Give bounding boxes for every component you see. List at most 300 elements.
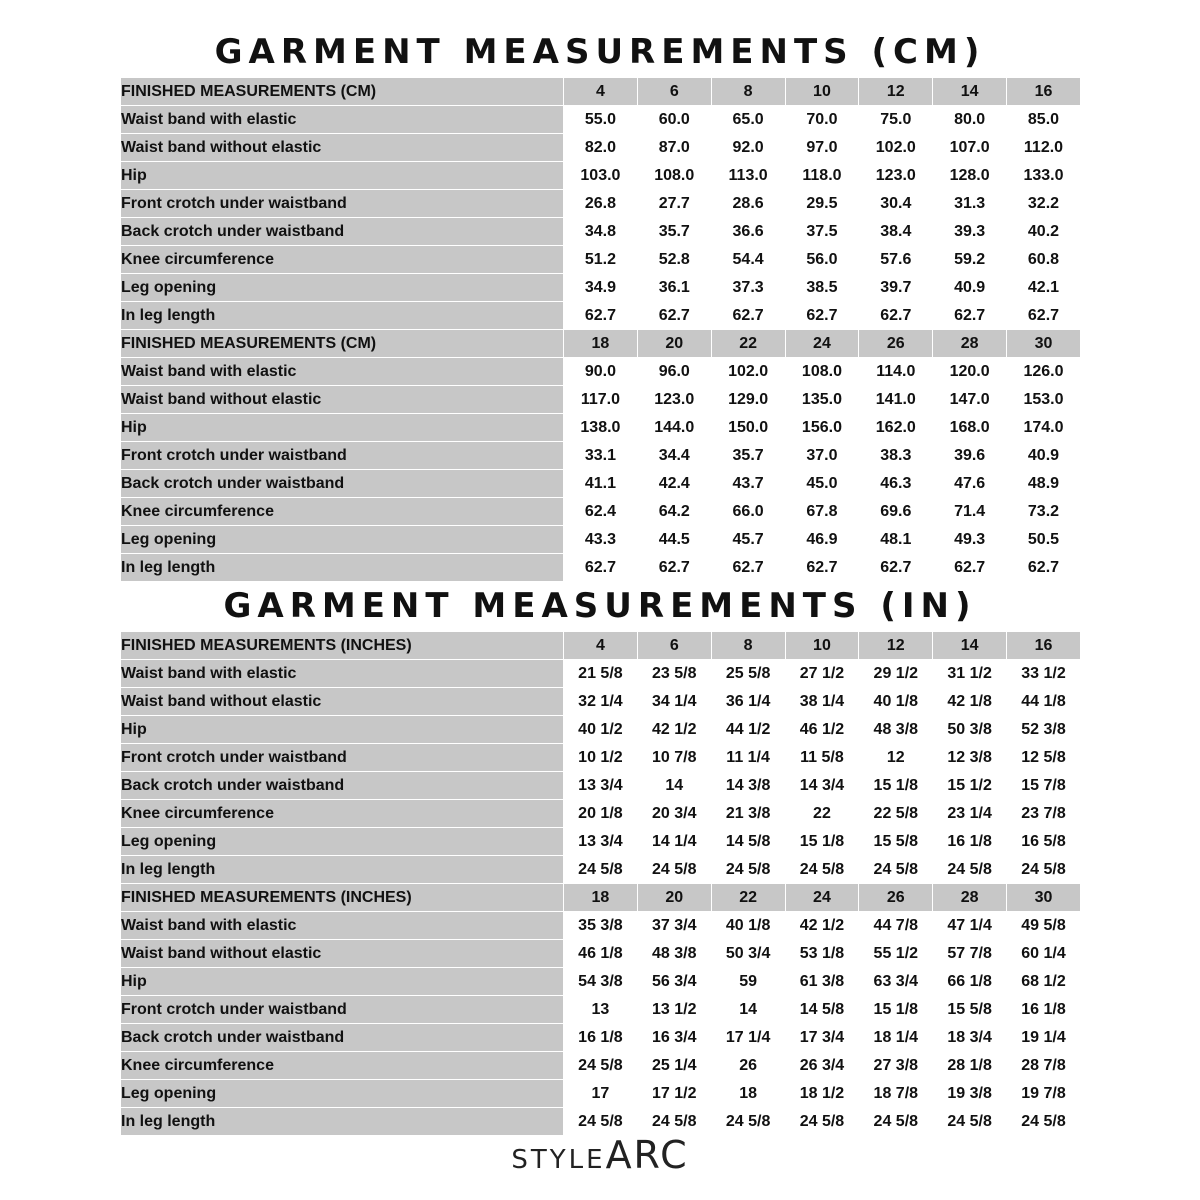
table-row (121, 1052, 1081, 1080)
table-row (121, 660, 1081, 688)
table-cell: 37.0 (785, 442, 859, 470)
table-cell: 33.1 (564, 442, 638, 470)
table-cell: 35 3/8 (564, 912, 638, 940)
table-cell: 24 5/8 (564, 1052, 638, 1080)
size-header: 26 (859, 330, 933, 358)
table-cell: 53 1/8 (785, 940, 859, 968)
table-row (121, 800, 1081, 828)
measurements-table-cm (120, 77, 1081, 582)
table-cell: 59 (711, 968, 785, 996)
table-cell: 45.0 (785, 470, 859, 498)
table-cell: 70.0 (785, 106, 859, 134)
table-cell: 102.0 (859, 134, 933, 162)
table-cell: 32.2 (1007, 190, 1081, 218)
size-header: 30 (1007, 330, 1081, 358)
table-cell: 19 7/8 (1007, 1080, 1081, 1108)
table-row (121, 828, 1081, 856)
table-cell: 29 1/2 (859, 660, 933, 688)
table-cell: 14 3/4 (785, 772, 859, 800)
size-header: 12 (859, 78, 933, 106)
header-label: FINISHED MEASUREMENTS (CM) (121, 330, 564, 358)
table-cell: 18 1/4 (859, 1024, 933, 1052)
table-cell: 57 7/8 (933, 940, 1007, 968)
row-label: Front crotch under waistband (121, 442, 564, 470)
table-cell: 40 1/2 (564, 716, 638, 744)
table-cell: 56.0 (785, 246, 859, 274)
table-cell: 47 1/4 (933, 912, 1007, 940)
table-cell: 80.0 (933, 106, 1007, 134)
table-cell: 156.0 (785, 414, 859, 442)
table-cell: 54 3/8 (564, 968, 638, 996)
table-cell: 16 1/8 (564, 1024, 638, 1052)
table-row (121, 554, 1081, 582)
table-cell: 28 7/8 (1007, 1052, 1081, 1080)
size-header: 14 (933, 78, 1007, 106)
table-cell: 69.6 (859, 498, 933, 526)
table-cell: 56 3/4 (637, 968, 711, 996)
table-cell: 23 5/8 (637, 660, 711, 688)
table-cell: 138.0 (564, 414, 638, 442)
table-cell: 144.0 (637, 414, 711, 442)
table-cell: 24 5/8 (711, 856, 785, 884)
table-cell: 38.3 (859, 442, 933, 470)
size-header: 12 (859, 632, 933, 660)
size-header: 24 (785, 884, 859, 912)
table-cell: 24 5/8 (1007, 1108, 1081, 1136)
row-label: Hip (121, 414, 564, 442)
row-label: Waist band with elastic (121, 106, 564, 134)
row-label: In leg length (121, 554, 564, 582)
table-cell: 18 1/2 (785, 1080, 859, 1108)
table-cell: 24 5/8 (933, 1108, 1007, 1136)
brand-logo-style: STYLE (511, 1145, 606, 1175)
table-cell: 62.7 (1007, 302, 1081, 330)
table-cell: 66 1/8 (933, 968, 1007, 996)
table-cell: 12 (859, 744, 933, 772)
table-row (121, 526, 1081, 554)
table-cell: 150.0 (711, 414, 785, 442)
table-row (121, 912, 1081, 940)
table-cell: 15 5/8 (933, 996, 1007, 1024)
table-cell: 55.0 (564, 106, 638, 134)
table-cell: 17 3/4 (785, 1024, 859, 1052)
table-cell: 44 1/2 (711, 716, 785, 744)
row-label: In leg length (121, 1108, 564, 1136)
table-row (121, 1080, 1081, 1108)
table-cell: 40.2 (1007, 218, 1081, 246)
table-cell: 54.4 (711, 246, 785, 274)
table-cell: 108.0 (785, 358, 859, 386)
table-cell: 42.1 (1007, 274, 1081, 302)
table-cell: 44.5 (637, 526, 711, 554)
table-cell: 50.5 (1007, 526, 1081, 554)
row-label: Waist band without elastic (121, 386, 564, 414)
table-cell: 68 1/2 (1007, 968, 1081, 996)
table-header-row (121, 78, 1081, 106)
table-cell: 15 1/8 (859, 996, 933, 1024)
table-cell: 38.4 (859, 218, 933, 246)
table-cell: 14 5/8 (711, 828, 785, 856)
size-header: 18 (564, 330, 638, 358)
row-label: Knee circumference (121, 246, 564, 274)
table-cell: 52.8 (637, 246, 711, 274)
table-cell: 62.4 (564, 498, 638, 526)
table-cell: 168.0 (933, 414, 1007, 442)
table-cell: 27 3/8 (859, 1052, 933, 1080)
table-cell: 19 1/4 (1007, 1024, 1081, 1052)
table-cell: 10 7/8 (637, 744, 711, 772)
table-cell: 15 5/8 (859, 828, 933, 856)
table-cell: 62.7 (785, 302, 859, 330)
table-cell: 12 5/8 (1007, 744, 1081, 772)
table-cell: 34.9 (564, 274, 638, 302)
size-header: 26 (859, 884, 933, 912)
title-cm: GARMENT MEASUREMENTS (CM) (214, 32, 986, 72)
table-row (121, 744, 1081, 772)
table-cell: 49 5/8 (1007, 912, 1081, 940)
table-cell: 16 5/8 (1007, 828, 1081, 856)
row-label: In leg length (121, 856, 564, 884)
table-cell: 17 1/2 (637, 1080, 711, 1108)
table-cell: 34.8 (564, 218, 638, 246)
table-cell: 47.6 (933, 470, 1007, 498)
header-label: FINISHED MEASUREMENTS (INCHES) (121, 632, 564, 660)
table-cell: 10 1/2 (564, 744, 638, 772)
table-row (121, 498, 1081, 526)
table-cell: 62.7 (564, 554, 638, 582)
table-cell: 52 3/8 (1007, 716, 1081, 744)
table-cell: 141.0 (859, 386, 933, 414)
table-cell: 59.2 (933, 246, 1007, 274)
table-cell: 120.0 (933, 358, 1007, 386)
table-cell: 32 1/4 (564, 688, 638, 716)
table-cell: 60.8 (1007, 246, 1081, 274)
row-label: Leg opening (121, 274, 564, 302)
table-cell: 62.7 (933, 302, 1007, 330)
row-label: Knee circumference (121, 498, 564, 526)
table-cell: 24 5/8 (785, 856, 859, 884)
table-cell: 128.0 (933, 162, 1007, 190)
header-label: FINISHED MEASUREMENTS (CM) (121, 78, 564, 106)
table-cell: 15 7/8 (1007, 772, 1081, 800)
table-cell: 64.2 (637, 498, 711, 526)
table-cell: 11 5/8 (785, 744, 859, 772)
table-cell: 55 1/2 (859, 940, 933, 968)
table-cell: 26.8 (564, 190, 638, 218)
table-cell: 24 5/8 (711, 1108, 785, 1136)
table-cell: 22 (785, 800, 859, 828)
table-row (121, 772, 1081, 800)
table-cell: 50 3/8 (933, 716, 1007, 744)
table-cell: 21 3/8 (711, 800, 785, 828)
row-label: Hip (121, 162, 564, 190)
size-header: 4 (564, 632, 638, 660)
table-cell: 50 3/4 (711, 940, 785, 968)
table-row (121, 856, 1081, 884)
table-row (121, 106, 1081, 134)
table-cell: 24 5/8 (564, 1108, 638, 1136)
table-cell: 24 5/8 (637, 1108, 711, 1136)
table-cell: 18 (711, 1080, 785, 1108)
table-cell: 38 1/4 (785, 688, 859, 716)
table-cell: 62.7 (564, 302, 638, 330)
table-cell: 44 7/8 (859, 912, 933, 940)
table-row (121, 688, 1081, 716)
table-cell: 14 (711, 996, 785, 1024)
table-cell: 66.0 (711, 498, 785, 526)
table-cell: 126.0 (1007, 358, 1081, 386)
brand-logo-arc: ARC (605, 1133, 689, 1177)
table-cell: 15 1/2 (933, 772, 1007, 800)
table-cell: 25 1/4 (637, 1052, 711, 1080)
table-cell: 36.6 (711, 218, 785, 246)
table-row (121, 940, 1081, 968)
table-cell: 39.3 (933, 218, 1007, 246)
row-label: Front crotch under waistband (121, 190, 564, 218)
row-label: Leg opening (121, 526, 564, 554)
table-cell: 13 3/4 (564, 828, 638, 856)
table-row (121, 470, 1081, 498)
table-cell: 113.0 (711, 162, 785, 190)
row-label: Back crotch under waistband (121, 1024, 564, 1052)
table-cell: 12 3/8 (933, 744, 1007, 772)
table-cell: 24 5/8 (859, 1108, 933, 1136)
table-cell: 42 1/8 (933, 688, 1007, 716)
table-cell: 39.6 (933, 442, 1007, 470)
size-header: 4 (564, 78, 638, 106)
table-cell: 28 1/8 (933, 1052, 1007, 1080)
table-cell: 87.0 (637, 134, 711, 162)
table-cell: 34 1/4 (637, 688, 711, 716)
table-cell: 62.7 (1007, 554, 1081, 582)
table-cell: 27 1/2 (785, 660, 859, 688)
table-cell: 96.0 (637, 358, 711, 386)
table-header-row (121, 884, 1081, 912)
table-row (121, 162, 1081, 190)
table-cell: 14 1/4 (637, 828, 711, 856)
table-cell: 85.0 (1007, 106, 1081, 134)
table-cell: 46.3 (859, 470, 933, 498)
table-cell: 40 1/8 (711, 912, 785, 940)
table-cell: 135.0 (785, 386, 859, 414)
table-cell: 37 3/4 (637, 912, 711, 940)
table-cell: 18 7/8 (859, 1080, 933, 1108)
table-row (121, 442, 1081, 470)
table-cell: 36.1 (637, 274, 711, 302)
table-cell: 71.4 (933, 498, 1007, 526)
size-header: 28 (933, 330, 1007, 358)
size-header: 30 (1007, 884, 1081, 912)
size-header: 24 (785, 330, 859, 358)
table-cell: 20 3/4 (637, 800, 711, 828)
table-cell: 48.9 (1007, 470, 1081, 498)
table-row (121, 218, 1081, 246)
size-header: 18 (564, 884, 638, 912)
table-cell: 118.0 (785, 162, 859, 190)
row-label: Back crotch under waistband (121, 218, 564, 246)
table-row (121, 968, 1081, 996)
table-cell: 16 3/4 (637, 1024, 711, 1052)
size-header: 8 (711, 632, 785, 660)
table-cell: 31.3 (933, 190, 1007, 218)
table-cell: 24 5/8 (564, 856, 638, 884)
table-row (121, 414, 1081, 442)
table-cell: 62.7 (859, 302, 933, 330)
table-cell: 37.5 (785, 218, 859, 246)
size-header: 22 (711, 884, 785, 912)
table-cell: 102.0 (711, 358, 785, 386)
table-cell: 133.0 (1007, 162, 1081, 190)
table-cell: 108.0 (637, 162, 711, 190)
table-cell: 35.7 (711, 442, 785, 470)
size-header: 22 (711, 330, 785, 358)
table-cell: 75.0 (859, 106, 933, 134)
table-row (121, 274, 1081, 302)
title-inches: GARMENT MEASUREMENTS (IN) (223, 586, 977, 626)
table-row (121, 134, 1081, 162)
row-label: Waist band with elastic (121, 660, 564, 688)
table-row (121, 190, 1081, 218)
table-cell: 57.6 (859, 246, 933, 274)
row-label: Waist band with elastic (121, 358, 564, 386)
table-cell: 62.7 (859, 554, 933, 582)
table-cell: 26 (711, 1052, 785, 1080)
table-cell: 24 5/8 (1007, 856, 1081, 884)
row-label: Hip (121, 968, 564, 996)
table-cell: 21 5/8 (564, 660, 638, 688)
table-cell: 42.4 (637, 470, 711, 498)
table-cell: 51.2 (564, 246, 638, 274)
table-cell: 62.7 (785, 554, 859, 582)
table-cell: 35.7 (637, 218, 711, 246)
size-header: 16 (1007, 78, 1081, 106)
table-cell: 23 1/4 (933, 800, 1007, 828)
table-cell: 48 3/8 (637, 940, 711, 968)
row-label: Leg opening (121, 1080, 564, 1108)
table-cell: 49.3 (933, 526, 1007, 554)
table-row (121, 996, 1081, 1024)
size-header: 14 (933, 632, 1007, 660)
table-cell: 24 5/8 (859, 856, 933, 884)
table-cell: 31 1/2 (933, 660, 1007, 688)
table-cell: 82.0 (564, 134, 638, 162)
table-cell: 14 (637, 772, 711, 800)
table-cell: 97.0 (785, 134, 859, 162)
size-header: 10 (785, 632, 859, 660)
table-cell: 48 3/8 (859, 716, 933, 744)
table-cell: 24 5/8 (637, 856, 711, 884)
table-cell: 15 1/8 (859, 772, 933, 800)
table-cell: 162.0 (859, 414, 933, 442)
table-cell: 13 3/4 (564, 772, 638, 800)
size-header: 20 (637, 884, 711, 912)
table-cell: 20 1/8 (564, 800, 638, 828)
table-cell: 36 1/4 (711, 688, 785, 716)
table-cell: 30.4 (859, 190, 933, 218)
size-header: 20 (637, 330, 711, 358)
table-cell: 123.0 (637, 386, 711, 414)
row-label: Leg opening (121, 828, 564, 856)
table-cell: 22 5/8 (859, 800, 933, 828)
table-row (121, 716, 1081, 744)
table-row (121, 302, 1081, 330)
size-header: 16 (1007, 632, 1081, 660)
table-cell: 60 1/4 (1007, 940, 1081, 968)
table-row (121, 1024, 1081, 1052)
table-cell: 103.0 (564, 162, 638, 190)
table-cell: 29.5 (785, 190, 859, 218)
table-cell: 73.2 (1007, 498, 1081, 526)
table-cell: 42 1/2 (637, 716, 711, 744)
row-label: Back crotch under waistband (121, 772, 564, 800)
table-header-row (121, 330, 1081, 358)
table-cell: 62.7 (711, 554, 785, 582)
table-cell: 15 1/8 (785, 828, 859, 856)
table-cell: 63 3/4 (859, 968, 933, 996)
table-cell: 40 1/8 (859, 688, 933, 716)
table-cell: 34.4 (637, 442, 711, 470)
table-cell: 27.7 (637, 190, 711, 218)
table-cell: 37.3 (711, 274, 785, 302)
table-cell: 19 3/8 (933, 1080, 1007, 1108)
table-cell: 90.0 (564, 358, 638, 386)
size-header: 10 (785, 78, 859, 106)
table-row (121, 358, 1081, 386)
table-cell: 43.3 (564, 526, 638, 554)
table-cell: 117.0 (564, 386, 638, 414)
brand-logo (0, 1133, 1200, 1177)
table-cell: 107.0 (933, 134, 1007, 162)
table-cell: 61 3/8 (785, 968, 859, 996)
table-cell: 39.7 (859, 274, 933, 302)
row-label: Back crotch under waistband (121, 470, 564, 498)
table-cell: 14 5/8 (785, 996, 859, 1024)
table-cell: 46.9 (785, 526, 859, 554)
table-cell: 174.0 (1007, 414, 1081, 442)
row-label: In leg length (121, 302, 564, 330)
size-header: 8 (711, 78, 785, 106)
table-cell: 153.0 (1007, 386, 1081, 414)
table-cell: 28.6 (711, 190, 785, 218)
table-cell: 18 3/4 (933, 1024, 1007, 1052)
table-cell: 43.7 (711, 470, 785, 498)
table-cell: 112.0 (1007, 134, 1081, 162)
table-cell: 114.0 (859, 358, 933, 386)
table-cell: 23 7/8 (1007, 800, 1081, 828)
table-cell: 147.0 (933, 386, 1007, 414)
header-label: FINISHED MEASUREMENTS (INCHES) (121, 884, 564, 912)
table-cell: 129.0 (711, 386, 785, 414)
table-cell: 25 5/8 (711, 660, 785, 688)
table-cell: 13 (564, 996, 638, 1024)
table-cell: 65.0 (711, 106, 785, 134)
table-cell: 11 1/4 (711, 744, 785, 772)
table-cell: 62.7 (637, 302, 711, 330)
table-row (121, 1108, 1081, 1136)
table-cell: 48.1 (859, 526, 933, 554)
table-cell: 62.7 (637, 554, 711, 582)
table-cell: 17 1/4 (711, 1024, 785, 1052)
row-label: Hip (121, 716, 564, 744)
table-row (121, 246, 1081, 274)
table-cell: 62.7 (933, 554, 1007, 582)
row-label: Waist band without elastic (121, 134, 564, 162)
measurements-table-inches (120, 631, 1081, 1136)
table-cell: 92.0 (711, 134, 785, 162)
table-cell: 46 1/8 (564, 940, 638, 968)
table-cell: 38.5 (785, 274, 859, 302)
row-label: Front crotch under waistband (121, 996, 564, 1024)
